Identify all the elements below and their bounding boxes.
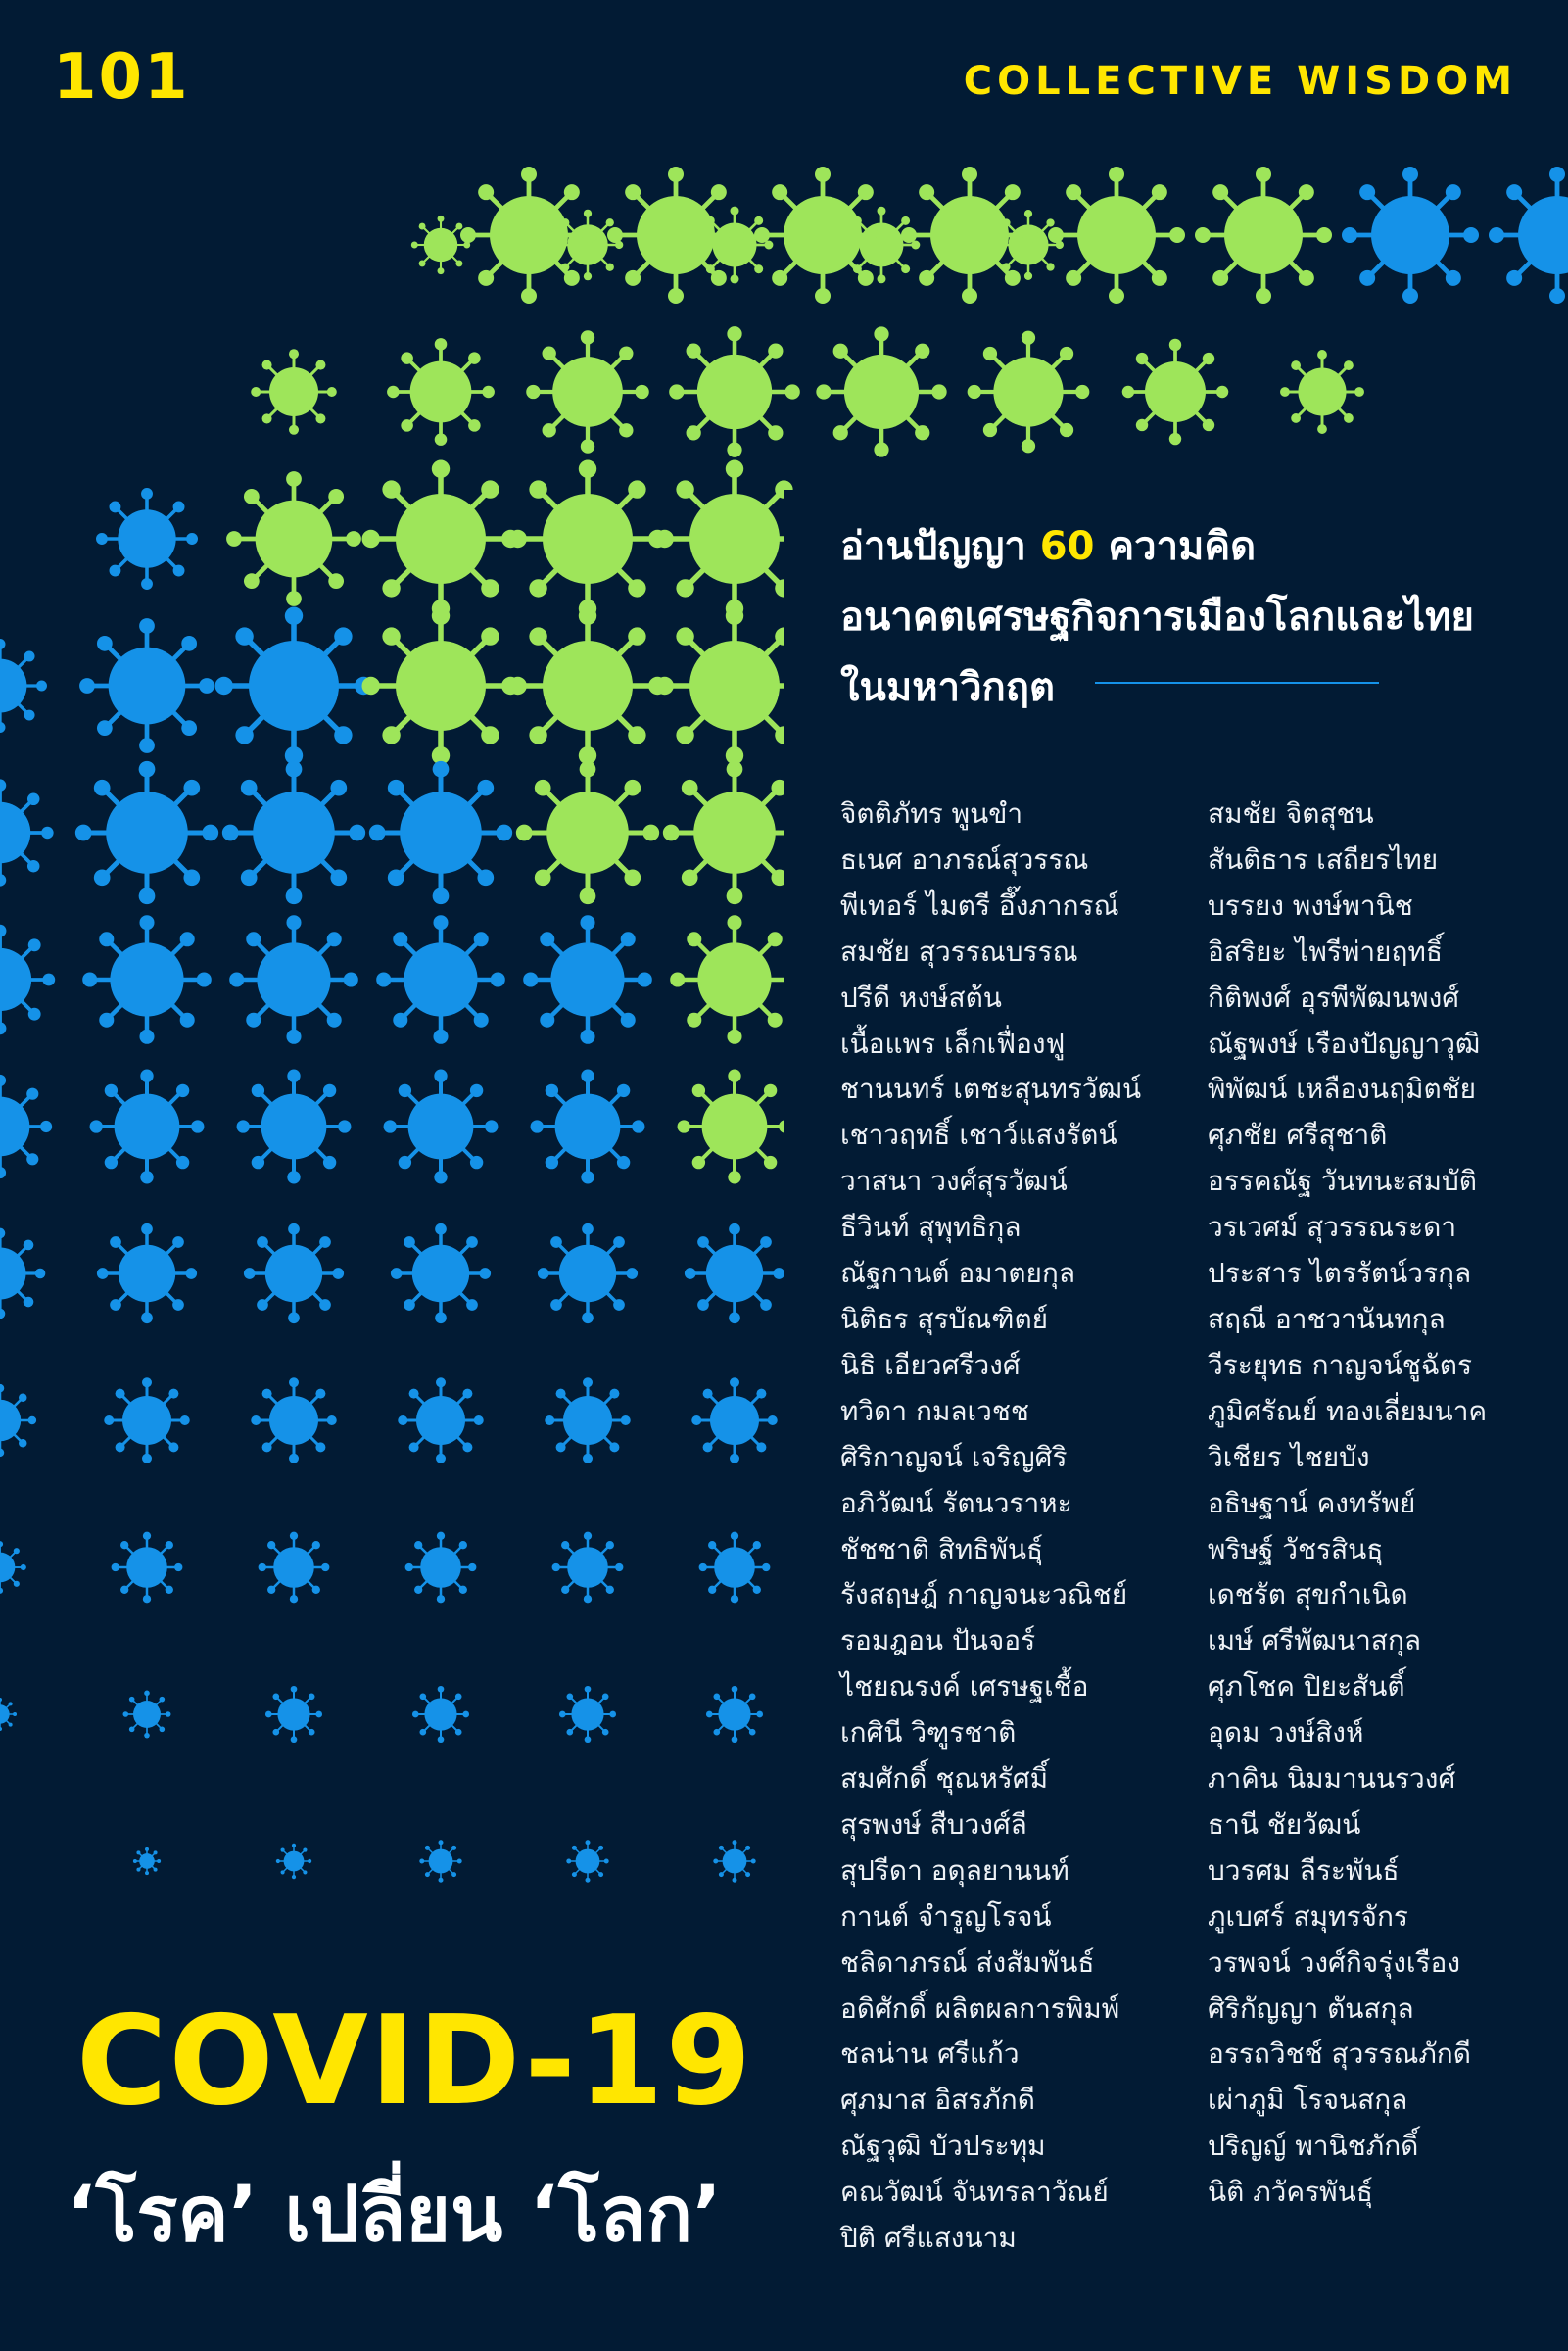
- author-name: ณัฐพงษ์ เรืองปัญญาวุฒิ: [1208, 1027, 1481, 1060]
- virus-icon: [691, 1377, 778, 1463]
- virus-icon: [754, 167, 891, 304]
- virus-icon: [362, 460, 520, 618]
- headline-number: 60: [1039, 524, 1095, 569]
- author-name: บรรยง พงษ์พานิช: [1208, 888, 1413, 922]
- virus-icon: [376, 915, 505, 1044]
- author-name: สุปรีดา อดุลยานนท์: [840, 1853, 1069, 1887]
- virus-icon: [259, 1532, 330, 1604]
- virus-icon: [559, 1686, 616, 1743]
- author-name: เมษ์ ศรีพัฒนาสกุล: [1208, 1624, 1422, 1657]
- virus-icon: [412, 1686, 469, 1743]
- author-name: สันติธาร เสถียรไทย: [1208, 842, 1439, 876]
- virus-icon: [460, 167, 597, 304]
- author-name: รอมฎอน ปันจอร์: [840, 1624, 1036, 1657]
- virus-icon: [222, 761, 365, 904]
- author-name: บวรศม ลีระพันธ์: [1208, 1853, 1400, 1887]
- virus-icon: [362, 607, 520, 765]
- virus-icon: [0, 1698, 17, 1731]
- virus-icon: [607, 167, 744, 304]
- virus-icon: [0, 1228, 45, 1319]
- author-name: กานต์ จำรูญโรจน์: [840, 1899, 1052, 1933]
- virus-icon: [398, 1377, 484, 1463]
- virus-icon: [1195, 167, 1332, 304]
- author-name: สฤณี อาชวานันทกุล: [1208, 1302, 1446, 1335]
- virus-icon: [112, 1532, 183, 1604]
- virus-icon: [229, 915, 358, 1044]
- virus-icon: [1489, 167, 1568, 304]
- author-name: พริษฐ์ วัชรสินธุ: [1208, 1532, 1384, 1565]
- author-name: เนื้อแพร เล็กเฟื่องฟู: [840, 1027, 1066, 1060]
- author-name: นิติธร สุรบัณฑิตย์: [840, 1302, 1049, 1335]
- author-name: ศิริกาญจน์ เจริญศิริ: [840, 1440, 1068, 1473]
- virus-icon: [509, 460, 667, 618]
- author-name: ปรีดี หงษ์สต้น: [840, 981, 1002, 1014]
- author-name: วิเชียร ไชยบัง: [1208, 1440, 1370, 1473]
- virus-icon: [531, 1070, 645, 1184]
- author-name: ชลน่าน ศรีแก้ว: [840, 2038, 1020, 2071]
- virus-icon: [90, 1070, 205, 1184]
- virus-icon: [244, 1223, 344, 1323]
- author-name: ศุภโชค ปิยะสันติ์: [1208, 1670, 1405, 1703]
- headline-line-3: ในมหาวิกฤต: [840, 665, 1055, 710]
- author-name: ไชยณรงค์ เศรษฐเชื้อ: [840, 1670, 1089, 1703]
- headline-line-1: อ่านปัญญา 60 ความคิด: [840, 524, 1257, 569]
- virus-icon: [526, 330, 649, 454]
- author-name: อรรถวิชช์ สุวรรณภักดี: [1208, 2038, 1471, 2071]
- virus-icon: [678, 1070, 792, 1184]
- author-name: ณัฐวุฒิ บัวประทุม: [840, 2130, 1046, 2163]
- author-list-left: [840, 792, 1141, 2262]
- author-name: สมศักดิ์ ชุณหรัศมิ์: [840, 1762, 1049, 1796]
- virus-icon: [523, 915, 652, 1044]
- author-name: เผ่าภูมิ โรจนสกุล: [1208, 2084, 1408, 2117]
- author-name: วีระยุทธ กาญจน์ชูฉัตร: [1208, 1348, 1473, 1381]
- virus-icon: [75, 761, 218, 904]
- virus-icon: [265, 1686, 322, 1743]
- author-name: ปิติ ศรีแสงนาม: [840, 2222, 1017, 2255]
- author-name: เชาวฤทธิ์ เชาว์แสงรัตน์: [840, 1119, 1117, 1152]
- headline: [840, 511, 1545, 723]
- virus-icon: [226, 471, 361, 606]
- author-name: ปริญญ์ พานิชภักดิ์: [1208, 2130, 1419, 2163]
- author-name: วาสนา วงศ์สุรวัฒน์: [840, 1165, 1068, 1198]
- virus-icon: [391, 1223, 491, 1323]
- author-name: คณวัฒน์ จันทรลาวัณย์: [840, 2176, 1109, 2209]
- author-name: ภูมิศรัณย์ ทองเลี่ยมนาค: [1208, 1394, 1488, 1427]
- author-name: ธเนศ อาภรณ์สุวรรณ: [840, 842, 1089, 876]
- author-name: ศุภมาส อิสรภักดี: [840, 2084, 1035, 2117]
- author-name: อธิษฐาน์ คงทรัพย์: [1208, 1486, 1416, 1519]
- virus-icon: [251, 349, 337, 435]
- virus-icon: [0, 1541, 26, 1594]
- headline-rule: [1095, 682, 1379, 684]
- author-name: วรเวศม์ สุวรรณระดา: [1208, 1211, 1457, 1244]
- author-name: ณัฐกานต์ อมาตยกุล: [840, 1257, 1076, 1290]
- virus-icon: [669, 326, 800, 457]
- headline-line-2: อนาคตเศรษฐกิจการเมืองโลกและไทย: [840, 595, 1474, 640]
- author-name: กิติพงศ์ อุรพีพัฒนพงศ์: [1208, 981, 1460, 1014]
- author-name: เกศินี วิฑูรชาติ: [840, 1716, 1017, 1750]
- author-name: นิติ ภวัครพันธุ์: [1208, 2176, 1373, 2209]
- virus-icon: [251, 1377, 337, 1463]
- author-name: ธีวินท์ สุพุทธิกุล: [840, 1211, 1022, 1244]
- virus-icon: [104, 1377, 190, 1463]
- virus-icon: [656, 460, 814, 618]
- virus-icon: [79, 618, 214, 753]
- virus-icon: [685, 1223, 784, 1323]
- virus-icon: [123, 1691, 171, 1739]
- virus-icon: [663, 761, 806, 904]
- virus-icon: [509, 607, 667, 765]
- virus-icon: [1342, 167, 1479, 304]
- virus-icon: [419, 1840, 461, 1882]
- author-name: พีเทอร์ ไมตรี อึ๊งภากรณ์: [840, 888, 1119, 922]
- brand-logo: 101: [53, 41, 190, 114]
- author-name: ศุภชัย ศรีสุชาติ: [1208, 1119, 1388, 1152]
- virus-icon: [968, 331, 1090, 454]
- virus-icon: [387, 338, 495, 446]
- virus-icon: [276, 1844, 311, 1879]
- author-name: อภิวัฒน์ รัตนวราหะ: [840, 1486, 1072, 1519]
- virus-icon: [133, 1847, 161, 1875]
- virus-icon: [713, 1840, 755, 1882]
- author-name: พิพัฒน์ เหลืองนฤมิตชัย: [1208, 1073, 1477, 1106]
- author-name: อิสริยะ ไพรีพ่ายฤทธิ์: [1208, 935, 1443, 968]
- author-name: ประสาร ไตรรัตน์วรกุล: [1208, 1257, 1472, 1290]
- author-name: นิธิ เอียวศรีวงศ์: [840, 1348, 1021, 1381]
- author-name: ศิริกัญญา ตันสกุล: [1208, 1991, 1414, 2025]
- virus-icon: [411, 216, 470, 274]
- virus-icon: [0, 779, 54, 886]
- virus-icon: [545, 1377, 631, 1463]
- author-name: อุดม วงษ์สิงห์: [1208, 1716, 1364, 1750]
- virus-icon: [699, 1532, 771, 1604]
- virus-icon: [369, 761, 512, 904]
- virus-icon: [0, 1384, 36, 1457]
- virus-icon: [0, 639, 47, 733]
- virus-icon: [237, 1070, 352, 1184]
- author-list-right: [1208, 792, 1487, 2216]
- virus-icon: [405, 1532, 477, 1604]
- virus-icon: [384, 1070, 499, 1184]
- author-name: ธานี ชัยวัฒน์: [1208, 1807, 1361, 1841]
- virus-icon: [0, 925, 55, 1034]
- virus-icon: [670, 915, 799, 1044]
- virus-icon: [516, 761, 659, 904]
- author-name: เดชรัต สุขกำเนิด: [1208, 1578, 1408, 1611]
- author-name: อรรคณัฐ วันทนะสมบัติ: [1208, 1165, 1477, 1198]
- author-name: สมชัย จิตสุชน: [1208, 797, 1374, 830]
- author-name: ภาคิน นิมมานนรวงศ์: [1208, 1762, 1456, 1796]
- virus-icon: [1048, 167, 1185, 304]
- author-name: ชัชชาติ สิทธิพันธุ์: [840, 1532, 1044, 1565]
- author-name: สุรพงษ์ สืบวงศ์ลี: [840, 1807, 1027, 1841]
- virus-icon: [656, 607, 814, 765]
- virus-icon: [901, 167, 1038, 304]
- author-name: รังสฤษฎ์ กาญจนะวณิชย์: [840, 1578, 1128, 1611]
- virus-icon: [215, 607, 373, 765]
- virus-icon: [97, 1223, 197, 1323]
- virus-icon: [706, 1686, 763, 1743]
- virus-icon: [0, 1075, 52, 1178]
- author-name: ชลิดาภรณ์ ส่งสัมพันธ์: [840, 1945, 1095, 1979]
- virus-icon: [1122, 339, 1229, 446]
- cover-subtitle: ‘โรค’ เปลี่ยน ‘โลก’: [67, 2171, 722, 2259]
- author-name: ภูเบศร์ สมุทรจักร: [1208, 1899, 1408, 1933]
- virus-icon: [538, 1223, 638, 1323]
- author-name: ทวิดา กมลเวชช: [840, 1394, 1029, 1427]
- series-title: COLLECTIVE WISDOM: [963, 59, 1517, 104]
- author-name: สมชัย สุวรรณบรรณ: [840, 935, 1078, 968]
- author-name: อดิศักดิ์ ผลิตผลการพิมพ์: [840, 1991, 1120, 2025]
- cover-title: COVID-19: [76, 1989, 754, 2133]
- virus-icon: [96, 488, 198, 590]
- virus-icon: [82, 915, 212, 1044]
- virus-icon: [566, 1840, 608, 1882]
- author-name: วรพจน์ วงศ์กิจรุ่งเรือง: [1208, 1945, 1461, 1979]
- virus-icon: [816, 326, 946, 456]
- virus-icon: [1280, 350, 1364, 434]
- author-name: ชานนทร์ เตชะสุนทรวัฒน์: [840, 1073, 1142, 1106]
- virus-icon: [552, 1532, 624, 1604]
- author-name: จิตติภัทร พูนขำ: [840, 797, 1023, 830]
